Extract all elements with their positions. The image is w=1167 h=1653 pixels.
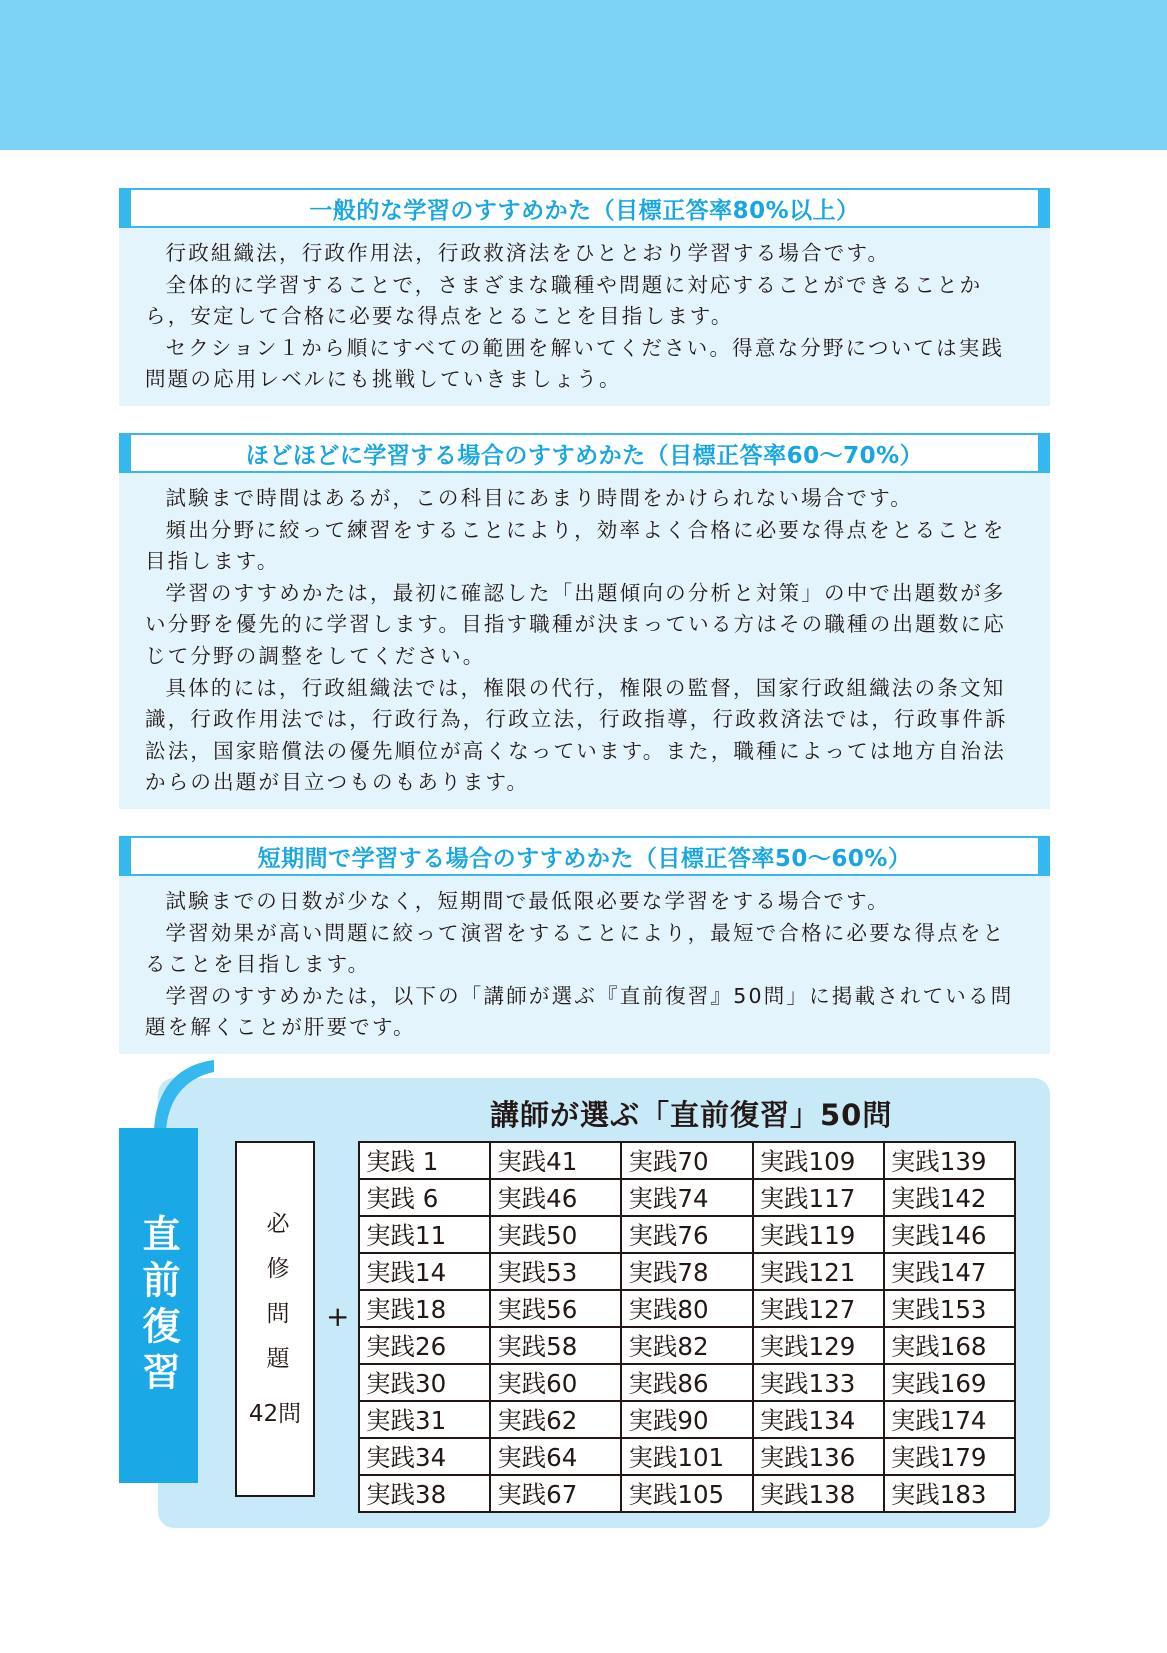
paragraph: セクション１から順にすべての範囲を解いてください。得意な分野については実践問題の応用レベルにも挑戦していきましょう。 bbox=[145, 335, 1005, 392]
table-row bbox=[359, 1438, 1015, 1475]
top-color-band bbox=[0, 0, 1167, 150]
required-label: 必修問題 bbox=[262, 1210, 289, 1391]
table-cell: 実践41 bbox=[490, 1142, 621, 1179]
review-title: 講師が選ぶ「直前復習」50問 bbox=[490, 1098, 893, 1132]
table-cell: 実践101 bbox=[621, 1438, 752, 1475]
paragraph: 具体的には，行政組織法では，権限の代行，権限の監督，国家行政組織法の条文知識，行政作用法では，行政行為，行政立法，行政指導，行政救済法では，行政事件訴訟法，国家賠償法の優先順位が高くなっています。また，職種によっては地方自治法からの出題が目立つものもあります。 bbox=[145, 675, 1008, 795]
table-cell: 実践121 bbox=[753, 1253, 884, 1290]
table-cell: 実践18 bbox=[359, 1290, 490, 1327]
table-cell: 実践14 bbox=[359, 1253, 490, 1290]
table-cell: 実践119 bbox=[753, 1216, 884, 1253]
section-general-body bbox=[119, 228, 1050, 406]
table-cell: 実践62 bbox=[490, 1401, 621, 1438]
practice-problem-table bbox=[358, 1141, 1016, 1513]
table-cell: 実践105 bbox=[621, 1475, 752, 1512]
table-cell: 実践179 bbox=[884, 1438, 1015, 1475]
table-row bbox=[359, 1216, 1015, 1253]
table-cell: 実践183 bbox=[884, 1475, 1015, 1512]
plus-sign: + bbox=[326, 1300, 350, 1333]
table-cell: 実践11 bbox=[359, 1216, 490, 1253]
table-cell: 実践168 bbox=[884, 1327, 1015, 1364]
paragraph: 試験までの日数が少なく，短期間で最低限必要な学習をする場合です。 bbox=[165, 889, 890, 913]
table-cell: 実践 6 bbox=[359, 1179, 490, 1216]
table-cell: 実践67 bbox=[490, 1475, 621, 1512]
table-cell: 実践174 bbox=[884, 1401, 1015, 1438]
decorative-swoosh bbox=[148, 1058, 218, 1138]
review-side-tab bbox=[119, 1128, 198, 1483]
paragraph: 学習のすすめかたは，以下の「講師が選ぶ『直前復習』50問」に掲載されている問題を解くことが肝要です。 bbox=[145, 983, 1014, 1040]
table-cell: 実践74 bbox=[621, 1179, 752, 1216]
table-cell: 実践136 bbox=[753, 1438, 884, 1475]
table-cell: 実践146 bbox=[884, 1216, 1015, 1253]
section-moderate bbox=[119, 433, 1050, 809]
required-count: 42問 bbox=[248, 1400, 302, 1427]
table-row bbox=[359, 1475, 1015, 1512]
section-short-term-title: 短期間で学習する場合のすすめかた（目標正答率50～60%） bbox=[119, 836, 1050, 876]
table-cell: 実践90 bbox=[621, 1401, 752, 1438]
table-cell: 実践53 bbox=[490, 1253, 621, 1290]
table-cell: 実践138 bbox=[753, 1475, 884, 1512]
section-short-term bbox=[119, 836, 1050, 1054]
table-cell: 実践153 bbox=[884, 1290, 1015, 1327]
required-problems-box bbox=[235, 1141, 315, 1497]
table-cell: 実践60 bbox=[490, 1364, 621, 1401]
table-cell: 実践56 bbox=[490, 1290, 621, 1327]
table-cell: 実践38 bbox=[359, 1475, 490, 1512]
table-cell: 実践86 bbox=[621, 1364, 752, 1401]
table-cell: 実践147 bbox=[884, 1253, 1015, 1290]
table-row bbox=[359, 1253, 1015, 1290]
section-moderate-body bbox=[119, 473, 1050, 809]
table-cell: 実践31 bbox=[359, 1401, 490, 1438]
section-short-term-body bbox=[119, 876, 1050, 1054]
table-cell: 実践117 bbox=[753, 1179, 884, 1216]
paragraph: 試験まで時間はあるが，この科目にあまり時間をかけられない場合です。 bbox=[165, 486, 913, 510]
paragraph: 学習効果が高い問題に絞って演習をすることにより，最短で合格に必要な得点をとることを目指します。 bbox=[145, 920, 1006, 977]
table-cell: 実践82 bbox=[621, 1327, 752, 1364]
table-row bbox=[359, 1142, 1015, 1179]
table-cell: 実践58 bbox=[490, 1327, 621, 1364]
table-cell: 実践50 bbox=[490, 1216, 621, 1253]
table-cell: 実践133 bbox=[753, 1364, 884, 1401]
section-general bbox=[119, 188, 1050, 406]
table-cell: 実践139 bbox=[884, 1142, 1015, 1179]
section-moderate-title: ほどほどに学習する場合のすすめかた（目標正答率60～70%） bbox=[119, 433, 1050, 473]
table-row bbox=[359, 1290, 1015, 1327]
table-cell: 実践46 bbox=[490, 1179, 621, 1216]
table-cell: 実践169 bbox=[884, 1364, 1015, 1401]
paragraph: 行政組織法，行政作用法，行政救済法をひととおり学習する場合です。 bbox=[165, 241, 891, 265]
table-cell: 実践109 bbox=[753, 1142, 884, 1179]
table-row bbox=[359, 1179, 1015, 1216]
paragraph: 学習のすすめかたは，最初に確認した「出題傾向の分析と対策」の中で出題数が多い分野を優先的に学習します。目指す職種が決まっている方はその職種の出題数に応じて分野の調整をしてください。 bbox=[145, 580, 1006, 668]
table-cell: 実践70 bbox=[621, 1142, 752, 1179]
table-cell: 実践80 bbox=[621, 1290, 752, 1327]
section-general-title: 一般的な学習のすすめかた（目標正答率80%以上） bbox=[119, 188, 1050, 228]
table-cell: 実践134 bbox=[753, 1401, 884, 1438]
table-cell: 実践127 bbox=[753, 1290, 884, 1327]
table-row bbox=[359, 1401, 1015, 1438]
table-row bbox=[359, 1327, 1015, 1364]
table-cell: 実践78 bbox=[621, 1253, 752, 1290]
review-side-label: 直前復習 bbox=[136, 1213, 180, 1398]
table-cell: 実践 1 bbox=[359, 1142, 490, 1179]
table-cell: 実践34 bbox=[359, 1438, 490, 1475]
paragraph: 全体的に学習することで，さまざまな職種や問題に対応することができることから，安定して合格に必要な得点をとることを目指します。 bbox=[145, 272, 983, 329]
table-cell: 実践26 bbox=[359, 1327, 490, 1364]
table-cell: 実践129 bbox=[753, 1327, 884, 1364]
table-cell: 実践64 bbox=[490, 1438, 621, 1475]
table-row bbox=[359, 1364, 1015, 1401]
paragraph: 頻出分野に絞って練習をすることにより，効率よく合格に必要な得点をとることを目指します。 bbox=[145, 517, 1006, 574]
table-cell: 実践30 bbox=[359, 1364, 490, 1401]
table-cell: 実践76 bbox=[621, 1216, 752, 1253]
table-cell: 実践142 bbox=[884, 1179, 1015, 1216]
